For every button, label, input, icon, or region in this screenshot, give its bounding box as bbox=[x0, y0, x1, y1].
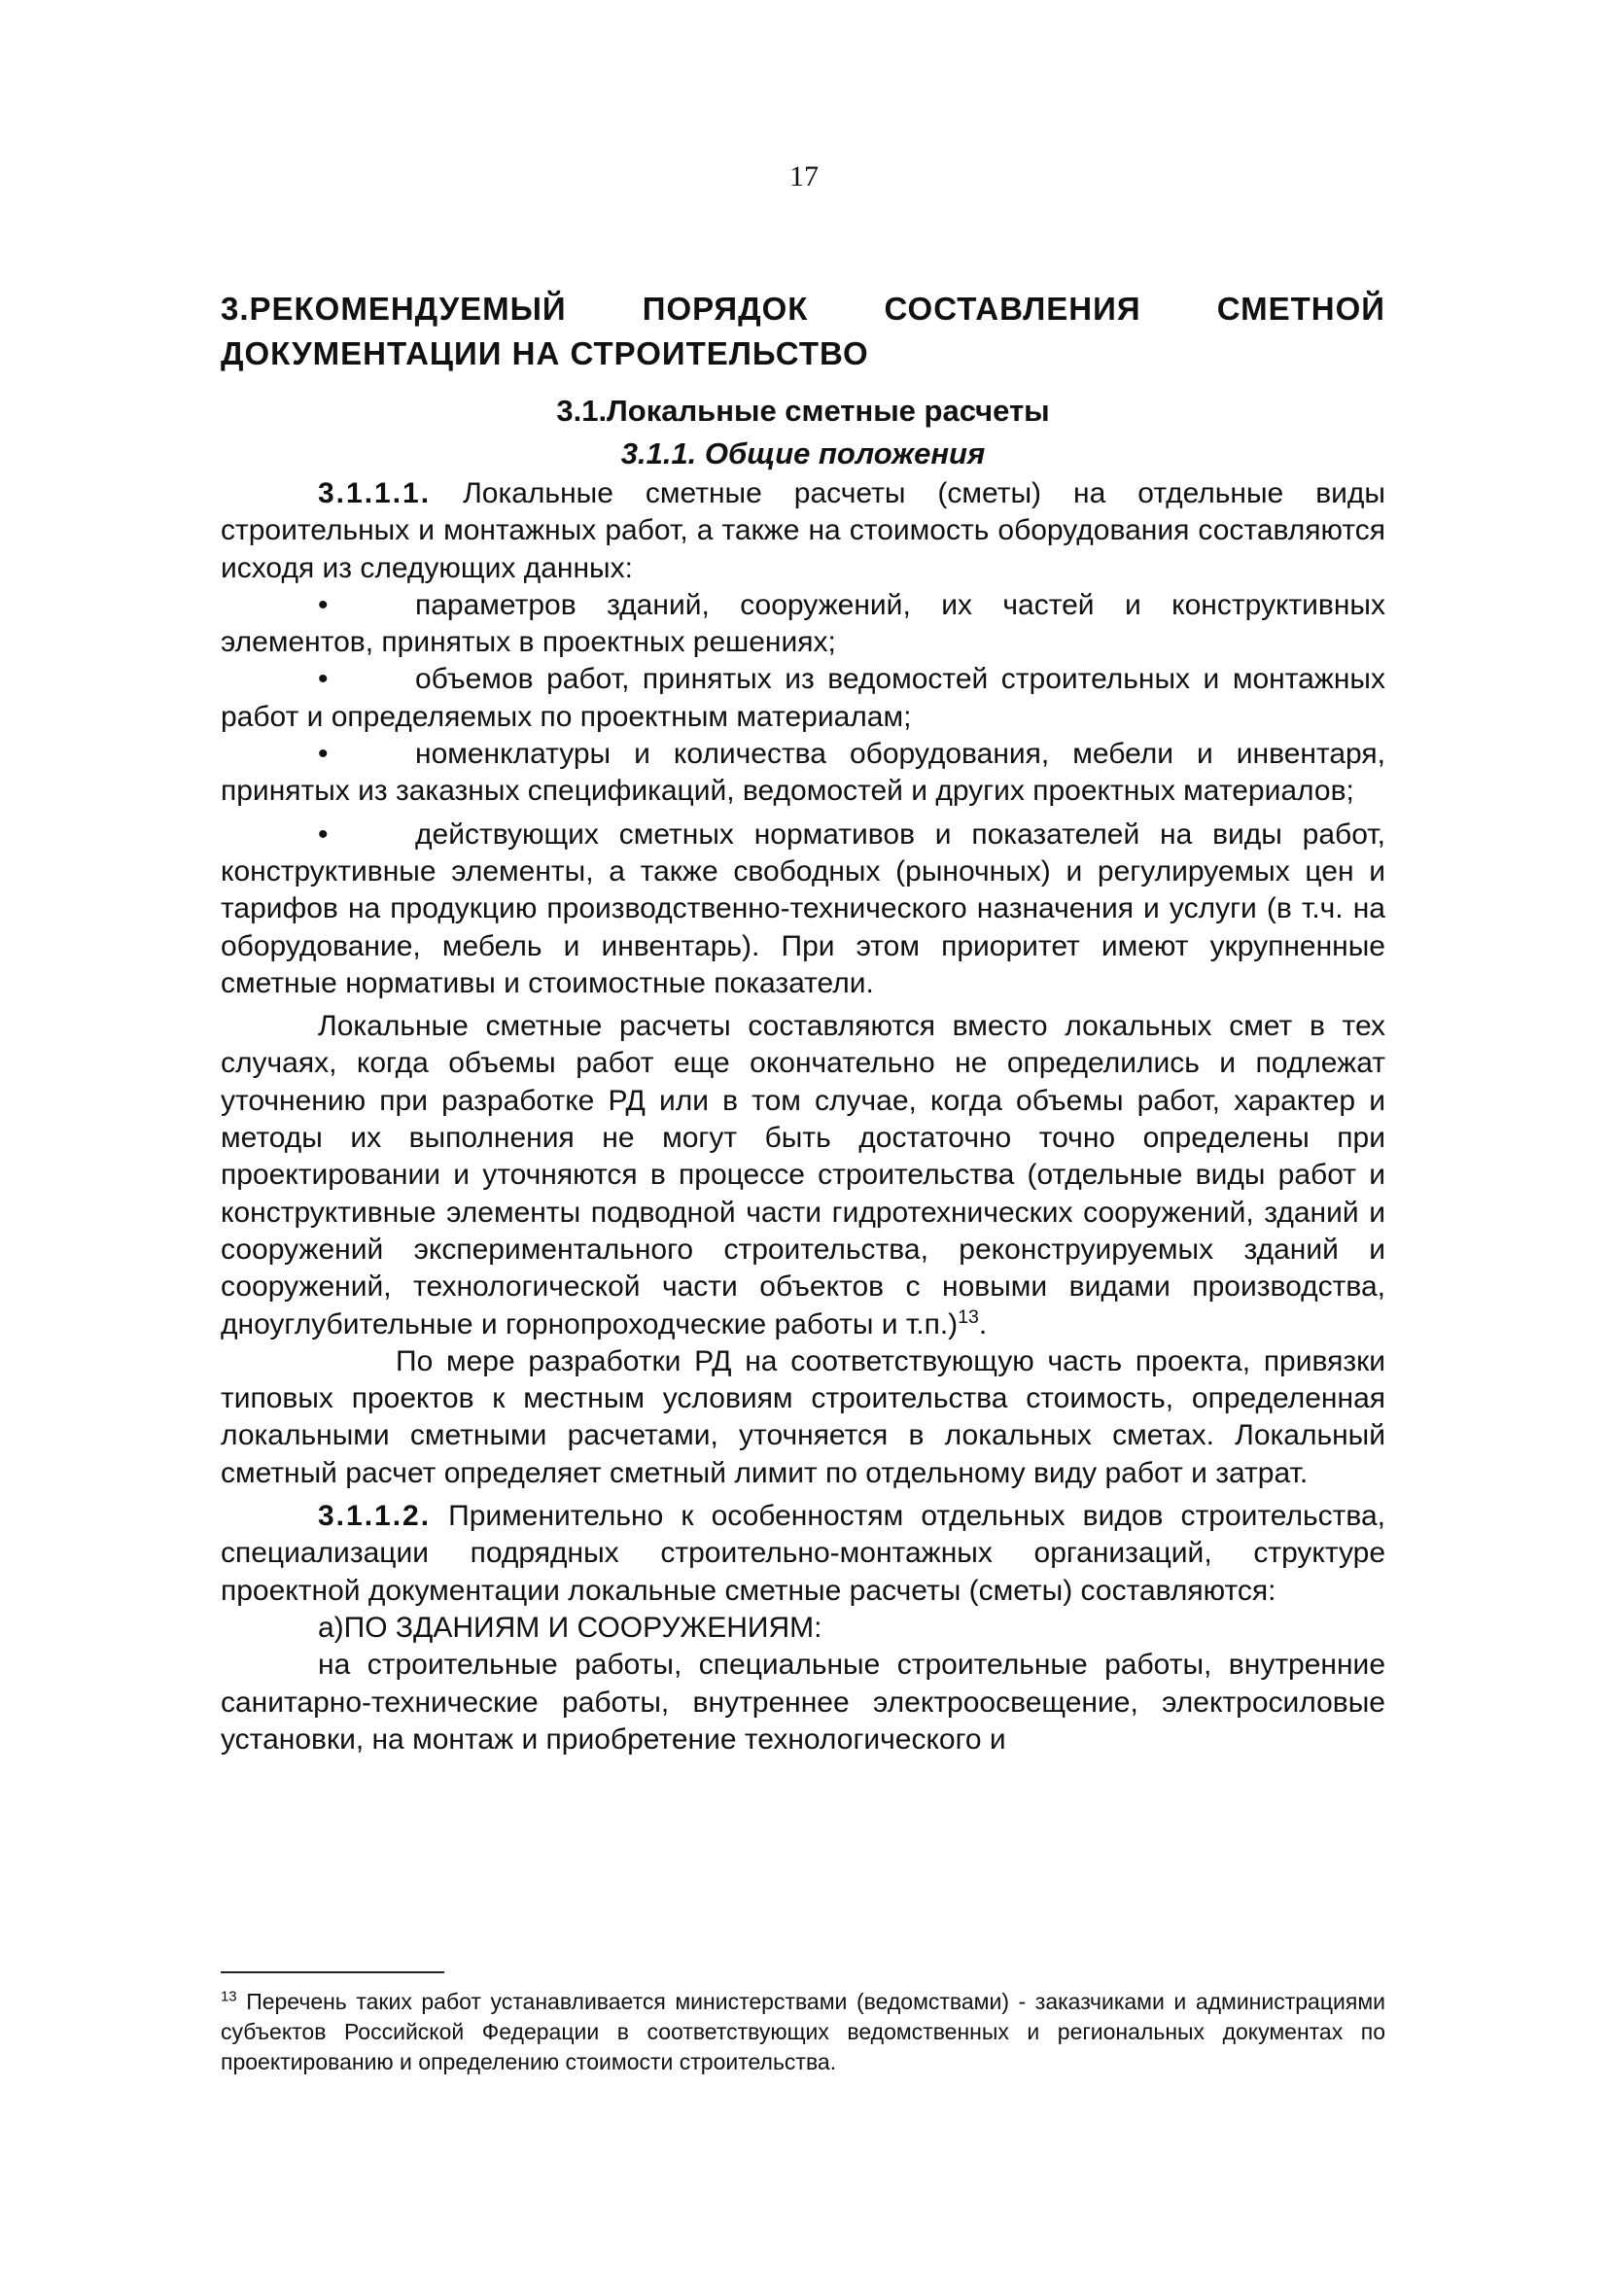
bullet-item bbox=[221, 661, 1385, 736]
section-heading bbox=[221, 287, 1385, 376]
footnote-marker: 13 bbox=[221, 1988, 237, 2005]
bullet-text: параметров зданий, сооружений, их частей и конструктивных элементов, принятых в проектных решениях; bbox=[221, 588, 1385, 659]
heading-word: ПОРЯДОК bbox=[642, 291, 809, 327]
subsubsection-heading: 3.1.1. Общие положения bbox=[620, 436, 986, 470]
footnote-divider bbox=[221, 1971, 444, 1973]
paragraph-text: По мере разработки РД на соответствующую часть проекта, привязки типовых проектов к местным условиям строительства стоимость, определенная локальными сметными расчетами, уточняется в локальных сметах. Локальный сметный расчет определяет сметный лимит по отдельному виду работ и затрат. bbox=[221, 1344, 1385, 1489]
footnote-reference: 13 bbox=[958, 1305, 979, 1328]
paragraph-text: Локальные сметные расчеты составляются вместо локальных смет в тех случаях, когда объемы работ еще окончательно не определились и подлежат уточнению при разработке РД или в том случае, когда объемы работ, характер и методы их выполнения не могут быть достаточно точно определены при проектировании и уточняются в процессе строительства (отдельные виды работ и конструктивные элементы подводной части гидротехнических сооружений, зданий и сооружений экспериментального строительства, реконструируемых зданий и сооружений, технологической части объектов с новыми видами производства, дноуглубительные и горнопроходческие работы и т.п.) bbox=[221, 1010, 1385, 1340]
paragraph-buildings bbox=[221, 1647, 1385, 1758]
bullet-item bbox=[221, 817, 1385, 1002]
footnote-text: Перечень таких работ устанавливается министерствами (ведомствами) - заказчиками и администрациями субъектов Российской Федерации в соответствующих ведомственных и региональных документах по проектированию и определению стоимости строительства. bbox=[221, 1989, 1385, 2074]
paragraph-text: Применительно к особенностям отдельных видов строительства, специализации подрядных строительно-монтажных организаций, структуре проектной документации локальные сметные расчеты (сметы) составляются: bbox=[221, 1500, 1385, 1607]
section-heading-line2: ДОКУМЕНТАЦИИ НА СТРОИТЕЛЬСТВО bbox=[221, 335, 869, 371]
bullet-item bbox=[221, 587, 1385, 662]
bullet-icon: • bbox=[318, 588, 329, 621]
heading-word: 3.РЕКОМЕНДУЕМЫЙ bbox=[221, 291, 567, 327]
item-a: а)ПО ЗДАНИЯМ И СООРУЖЕНИЯМ: bbox=[318, 1611, 822, 1644]
clause-number: 3.1.1.2. bbox=[318, 1500, 432, 1533]
paragraph-3-1-1-1 bbox=[221, 475, 1385, 587]
bullet-text: объемов работ, принятых из ведомостей строительных и монтажных работ и определяемых по проектным материалам; bbox=[221, 663, 1385, 733]
heading-word: СОСТАВЛЕНИЯ bbox=[884, 291, 1141, 327]
page-number: 17 bbox=[789, 160, 819, 192]
bullet-text: номенклатуры и количества оборудования, мебели и инвентаря, принятых из заказных спецификаций, ведомостей и других проектных материалов; bbox=[221, 738, 1385, 808]
section-heading-line1 bbox=[221, 287, 1385, 331]
footnote bbox=[221, 1987, 1385, 2077]
paragraph-local-estimates bbox=[221, 1008, 1385, 1343]
page-body bbox=[221, 287, 1385, 1758]
bullet-item bbox=[221, 736, 1385, 811]
bullet-icon: • bbox=[318, 738, 329, 771]
heading-word: СМЕТНОЙ bbox=[1216, 291, 1385, 327]
bullet-text: действующих сметных нормативов и показателей на виды работ, конструктивные элементы, а также свободных (рыночных) и регулируемых цен и тарифов на продукцию производственно-технического назначения и услуги (в т.ч. на оборудование, мебель и инвентарь). При этом приоритет имеют укрупненные сметные нормативы и стоимостные показатели. bbox=[221, 818, 1385, 999]
bullet-icon: • bbox=[318, 818, 329, 851]
paragraph-text: на строительные работы, специальные строительные работы, внутренние санитарно-технические работы, внутреннее электроосвещение, электросиловые установки, на монтаж и приобретение технологического и bbox=[221, 1649, 1385, 1756]
paragraph-text: Локальные сметные расчеты (сметы) на отдельные виды строительных и монтажных работ, а также на стоимость оборудования составляются исходя из следующих данных: bbox=[221, 477, 1385, 584]
paragraph-end: . bbox=[978, 1307, 988, 1340]
clause-number: 3.1.1.1. bbox=[318, 477, 432, 509]
paragraph-3-1-1-2 bbox=[221, 1498, 1385, 1610]
subsection-heading: 3.1.Локальные сметные расчеты bbox=[556, 394, 1050, 428]
bullet-icon: • bbox=[318, 663, 329, 696]
paragraph-rd-development bbox=[221, 1343, 1385, 1492]
